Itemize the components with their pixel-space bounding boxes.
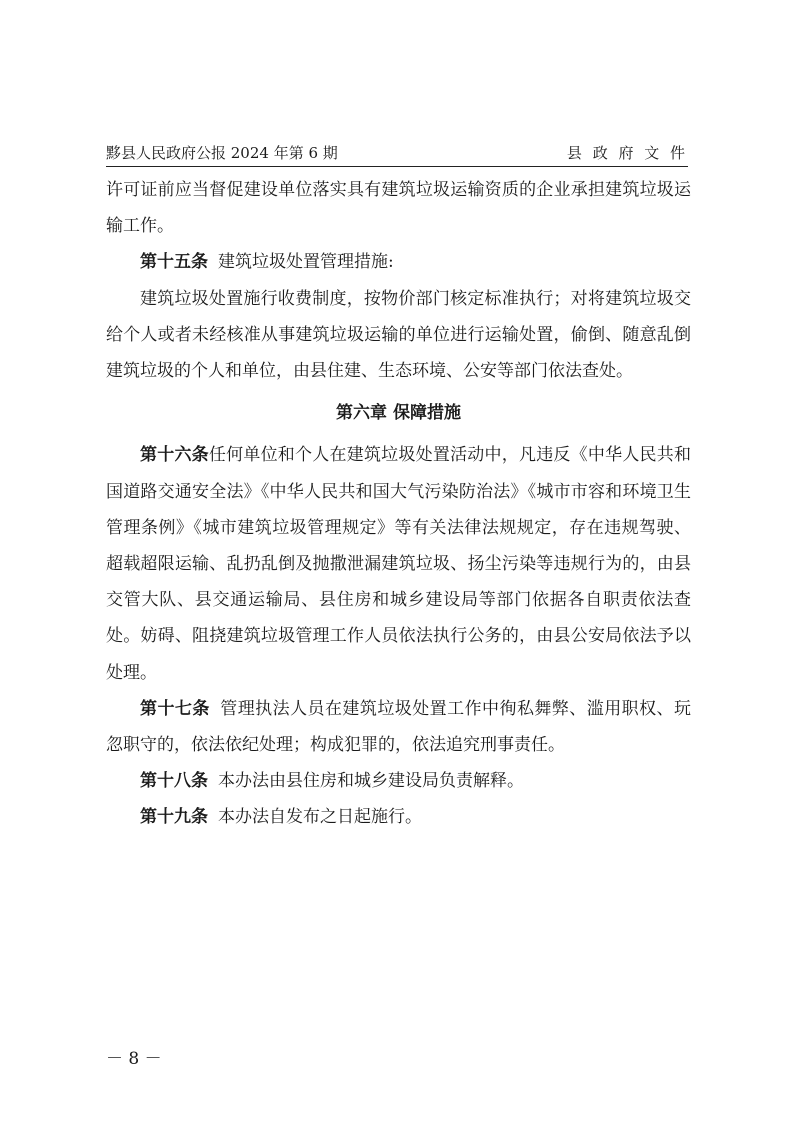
article-19 [106,799,691,835]
chapter-heading: 第六章 保障措施 [336,403,461,424]
article-16 [106,437,691,690]
article-text: 建筑垃圾处置管理措施: [218,252,394,273]
article-text: 本办法自发布之日起施行。 [218,807,422,828]
gazette-title: 黟县人民政府公报 2024 年第 6 期 [106,144,338,162]
article-label: 第十八条 [140,771,208,792]
article-label: 第十六条 [140,445,209,466]
continued-paragraph: 许可证前应当督促建设单位落实具有建筑垃圾运输资质的企业承担建筑垃圾运输工作。 [106,180,691,237]
document-body [106,172,691,836]
article-17 [106,691,691,763]
section-label: 县 政 府 文 件 [566,144,688,162]
article-text: 任何单位和个人在建筑垃圾处置活动中，凡违反《中华人民共和国道路交通安全法》《中华人民共和国大气污染防治法》《城市市容和环境卫生管理条例》《城市建筑垃圾管理规定》等有关法律法规规定，存在违规驾驶、超载超限运输、乱扔乱倒及抛撒泄漏建筑垃圾、扬尘污染等违规行为的，由县交管大队、县交通运输局、县住房和城乡建设局等部门依据各自职责依法查处。妨碍、阻挠建筑垃圾管理工作人员依法执行公务的，由县公安局依法予以处理。 [106,445,692,683]
article-text: 管理执法人员在建筑垃圾处置工作中徇私舞弊、滥用职权、玩忽职守的，依法依纪处理；构成犯罪的，依法追究刑事责任。 [106,698,692,756]
article-label: 第十七条 [140,698,210,719]
article-label: 第十五条 [140,252,208,273]
page-number: － 8 － [106,1049,162,1069]
article-label: 第十九条 [140,807,208,828]
page-header [106,142,688,167]
article-text: 本办法由县住房和城乡建设局负责解释。 [218,771,524,792]
article-15-body: 建筑垃圾处置施行收费制度，按物价部门核定标准执行；对将建筑垃圾交给个人或者未经核准从事建筑垃圾运输的单位进行运输处置，偷倒、随意乱倒建筑垃圾的个人和单位，由县住建、生态环境、公安等部门依法查处。 [106,288,691,382]
article-15 [106,244,691,280]
article-18 [106,763,691,799]
